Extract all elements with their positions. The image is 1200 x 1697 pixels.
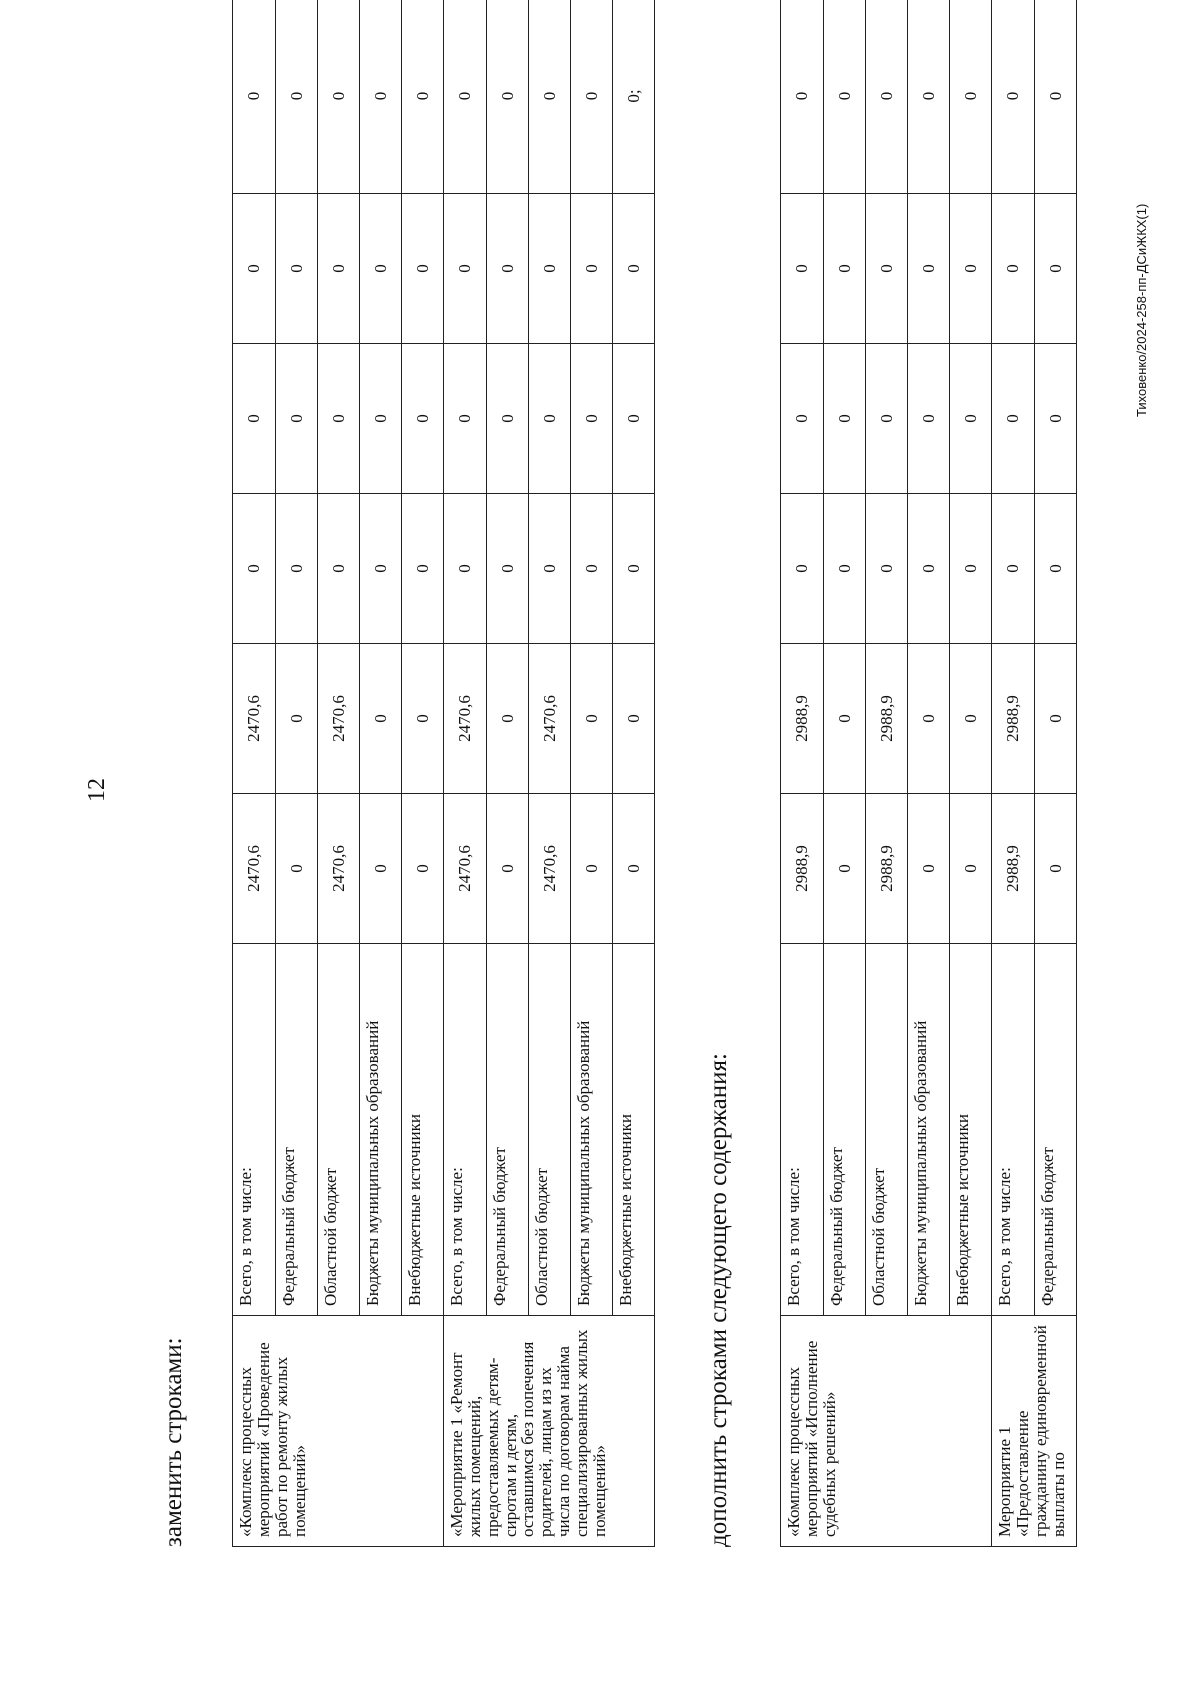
funding-source-cell: Внебюджетные источники bbox=[402, 944, 444, 1316]
amount-cell: 0 bbox=[1035, 494, 1077, 644]
amount-cell: 0 bbox=[487, 494, 529, 644]
funding-source-cell: Бюджеты муниципальных образований bbox=[571, 944, 613, 1316]
replace-rows-heading: заменить строками: bbox=[160, 1337, 187, 1547]
amount-cell: 0 bbox=[992, 194, 1035, 344]
amount-cell: 0 bbox=[318, 0, 360, 194]
amount-cell: 0 bbox=[402, 0, 444, 194]
table-row bbox=[950, 0, 992, 1547]
amount-cell: 0 bbox=[318, 194, 360, 344]
table-row bbox=[444, 0, 487, 1547]
table-row bbox=[1035, 0, 1077, 1547]
amount-cell: 2470,6 bbox=[318, 794, 360, 944]
funding-source-cell: Федеральный бюджет bbox=[824, 944, 866, 1316]
table-row bbox=[276, 0, 318, 1547]
amount-cell: 0 bbox=[276, 644, 318, 794]
amount-cell: 0 bbox=[908, 494, 950, 644]
amount-cell: 0 bbox=[276, 194, 318, 344]
amount-cell: 0 bbox=[824, 194, 866, 344]
amount-cell: 0 bbox=[444, 494, 487, 644]
amount-cell: 0; bbox=[613, 0, 655, 194]
funding-source-cell: Федеральный бюджет bbox=[1035, 944, 1077, 1316]
table-row bbox=[571, 0, 613, 1547]
amount-cell: 0 bbox=[1035, 794, 1077, 944]
amount-cell: 0 bbox=[233, 494, 276, 644]
table-row bbox=[613, 0, 655, 1547]
program-title-cell: «Мероприятие 1 «Ремонт жилых помещений, предоставляемых детям-сиротам и детям, оставшимся без попечения родителей, лицам из их числа по договорам найма специализированных жилых помещений» bbox=[444, 1316, 655, 1547]
amount-cell: 0 bbox=[781, 0, 824, 194]
amount-cell: 0 bbox=[233, 194, 276, 344]
amount-cell: 0 bbox=[318, 344, 360, 494]
page-number: 12 bbox=[84, 778, 110, 802]
amount-cell: 0 bbox=[571, 194, 613, 344]
amount-cell: 0 bbox=[444, 0, 487, 194]
funding-source-cell: Федеральный бюджет bbox=[276, 944, 318, 1316]
amount-cell: 0 bbox=[360, 344, 402, 494]
funding-source-cell: Федеральный бюджет bbox=[487, 944, 529, 1316]
amount-cell: 2988,9 bbox=[781, 794, 824, 944]
funding-source-cell: Всего, в том числе: bbox=[992, 944, 1035, 1316]
amount-cell: 0 bbox=[781, 494, 824, 644]
funding-source-cell: Всего, в том числе: bbox=[781, 944, 824, 1316]
amount-cell: 0 bbox=[318, 494, 360, 644]
amount-cell: 2988,9 bbox=[992, 644, 1035, 794]
amount-cell: 0 bbox=[571, 0, 613, 194]
amount-cell: 0 bbox=[1035, 344, 1077, 494]
replace-rows-table bbox=[232, 0, 655, 1547]
amount-cell: 0 bbox=[402, 194, 444, 344]
amount-cell: 2470,6 bbox=[233, 794, 276, 944]
amount-cell: 0 bbox=[992, 0, 1035, 194]
amount-cell: 0 bbox=[360, 494, 402, 644]
amount-cell: 0 bbox=[444, 194, 487, 344]
amount-cell: 0 bbox=[529, 494, 571, 644]
amount-cell: 0 bbox=[402, 644, 444, 794]
amount-cell: 0 bbox=[276, 794, 318, 944]
amount-cell: 0 bbox=[866, 194, 908, 344]
append-rows-heading: дополнить строками следующего содержания: bbox=[705, 1053, 732, 1547]
amount-cell: 0 bbox=[824, 494, 866, 644]
amount-cell: 0 bbox=[950, 194, 992, 344]
amount-cell: 0 bbox=[613, 344, 655, 494]
funding-source-cell: Внебюджетные источники bbox=[613, 944, 655, 1316]
amount-cell: 0 bbox=[529, 194, 571, 344]
amount-cell: 0 bbox=[908, 194, 950, 344]
amount-cell: 0 bbox=[487, 794, 529, 944]
amount-cell: 0 bbox=[613, 644, 655, 794]
table-row bbox=[402, 0, 444, 1547]
amount-cell: 0 bbox=[233, 0, 276, 194]
amount-cell: 0 bbox=[487, 0, 529, 194]
amount-cell: 2988,9 bbox=[866, 644, 908, 794]
amount-cell: 2470,6 bbox=[444, 644, 487, 794]
amount-cell: 0 bbox=[992, 494, 1035, 644]
document-footer-code: Тиховенко/2024-258-пп-ДСиЖКХ(1) bbox=[1134, 203, 1149, 417]
amount-cell: 0 bbox=[571, 344, 613, 494]
amount-cell: 0 bbox=[781, 344, 824, 494]
amount-cell: 0 bbox=[1035, 194, 1077, 344]
table-row bbox=[318, 0, 360, 1547]
amount-cell: 2988,9 bbox=[781, 644, 824, 794]
amount-cell: 2988,9 bbox=[992, 794, 1035, 944]
amount-cell: 0 bbox=[908, 0, 950, 194]
amount-cell: 2988,9 bbox=[866, 794, 908, 944]
amount-cell: 0 bbox=[402, 494, 444, 644]
program-title-cell: «Комплекс процессных мероприятий «Исполнение судебных решений» bbox=[781, 1316, 992, 1547]
amount-cell: 0 bbox=[908, 644, 950, 794]
table-row bbox=[529, 0, 571, 1547]
funding-source-cell: Бюджеты муниципальных образований bbox=[908, 944, 950, 1316]
funding-source-cell: Внебюджетные источники bbox=[950, 944, 992, 1316]
funding-source-cell: Всего, в том числе: bbox=[444, 944, 487, 1316]
amount-cell: 0 bbox=[233, 344, 276, 494]
table-row bbox=[233, 0, 276, 1547]
amount-cell: 0 bbox=[992, 344, 1035, 494]
table-row bbox=[992, 0, 1035, 1547]
table-row bbox=[824, 0, 866, 1547]
amount-cell: 0 bbox=[360, 0, 402, 194]
amount-cell: 0 bbox=[276, 0, 318, 194]
amount-cell: 0 bbox=[571, 794, 613, 944]
amount-cell: 0 bbox=[402, 344, 444, 494]
amount-cell: 0 bbox=[908, 794, 950, 944]
amount-cell: 0 bbox=[360, 794, 402, 944]
table-row bbox=[908, 0, 950, 1547]
amount-cell: 0 bbox=[487, 644, 529, 794]
table-row bbox=[360, 0, 402, 1547]
amount-cell: 0 bbox=[866, 0, 908, 194]
funding-source-cell: Областной бюджет bbox=[318, 944, 360, 1316]
amount-cell: 2470,6 bbox=[444, 794, 487, 944]
amount-cell: 0 bbox=[276, 494, 318, 644]
amount-cell: 0 bbox=[950, 794, 992, 944]
amount-cell: 0 bbox=[908, 344, 950, 494]
amount-cell: 0 bbox=[824, 344, 866, 494]
amount-cell: 0 bbox=[866, 494, 908, 644]
amount-cell: 0 bbox=[950, 0, 992, 194]
amount-cell: 0 bbox=[950, 494, 992, 644]
amount-cell: 0 bbox=[824, 644, 866, 794]
table-row bbox=[487, 0, 529, 1547]
table-row bbox=[866, 0, 908, 1547]
amount-cell: 2470,6 bbox=[318, 644, 360, 794]
amount-cell: 0 bbox=[1035, 0, 1077, 194]
amount-cell: 0 bbox=[402, 794, 444, 944]
funding-source-cell: Бюджеты муниципальных образований bbox=[360, 944, 402, 1316]
program-title-cell: Мероприятие 1 «Предоставление гражданину единовременной выплаты по bbox=[992, 1316, 1077, 1547]
amount-cell: 0 bbox=[866, 344, 908, 494]
amount-cell: 0 bbox=[360, 644, 402, 794]
amount-cell: 0 bbox=[781, 194, 824, 344]
funding-source-cell: Областной бюджет bbox=[866, 944, 908, 1316]
amount-cell: 2470,6 bbox=[233, 644, 276, 794]
amount-cell: 0 bbox=[444, 344, 487, 494]
amount-cell: 0 bbox=[487, 344, 529, 494]
amount-cell: 0 bbox=[529, 344, 571, 494]
funding-source-cell: Всего, в том числе: bbox=[233, 944, 276, 1316]
amount-cell: 0 bbox=[950, 344, 992, 494]
amount-cell: 0 bbox=[529, 0, 571, 194]
amount-cell: 0 bbox=[571, 644, 613, 794]
append-rows-table bbox=[780, 0, 1077, 1547]
amount-cell: 0 bbox=[487, 194, 529, 344]
amount-cell: 0 bbox=[276, 344, 318, 494]
amount-cell: 0 bbox=[1035, 644, 1077, 794]
amount-cell: 0 bbox=[613, 194, 655, 344]
amount-cell: 0 bbox=[613, 794, 655, 944]
amount-cell: 0 bbox=[950, 644, 992, 794]
amount-cell: 2470,6 bbox=[529, 794, 571, 944]
amount-cell: 0 bbox=[824, 0, 866, 194]
amount-cell: 0 bbox=[824, 794, 866, 944]
amount-cell: 2470,6 bbox=[529, 644, 571, 794]
program-title-cell: «Комплекс процессных мероприятий «Проведение работ по ремонту жилых помещений» bbox=[233, 1316, 444, 1547]
amount-cell: 0 bbox=[360, 194, 402, 344]
amount-cell: 0 bbox=[571, 494, 613, 644]
amount-cell: 0 bbox=[613, 494, 655, 644]
table-row bbox=[781, 0, 824, 1547]
funding-source-cell: Областной бюджет bbox=[529, 944, 571, 1316]
